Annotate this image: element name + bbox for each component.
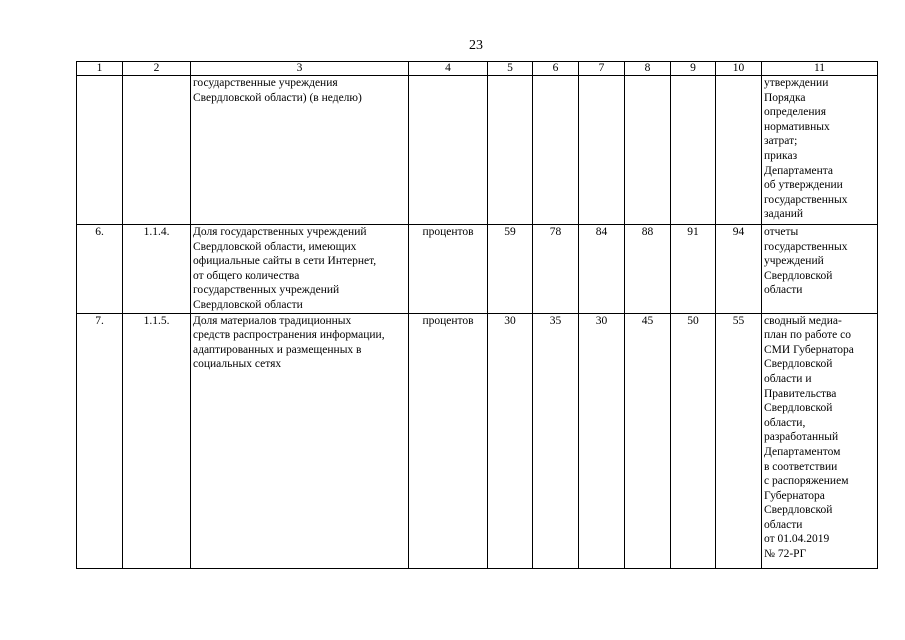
value-cell-v10: 55: [716, 313, 762, 568]
source-cell-line: от 01.04.2019: [764, 533, 830, 546]
value-cell-v7: [579, 76, 625, 225]
source-cell: [762, 76, 878, 225]
indicator-code-cell: [123, 76, 191, 225]
value-cell-v8: [625, 76, 671, 225]
source-cell-line: отчеты: [764, 226, 799, 238]
source-cell-line: в соответствии: [764, 460, 838, 473]
source-cell-line: СМИ Губернатора: [764, 343, 854, 356]
column-header-9: 9: [671, 62, 716, 76]
value-cell-v5: 30: [488, 313, 533, 568]
source-cell-line: нормативных: [764, 120, 830, 133]
table-header-row: [77, 62, 878, 76]
indicator-name-cell: [191, 225, 409, 314]
indicator-name-cell-line: Свердловской области, имеющих: [193, 240, 357, 253]
column-header-4: 4: [409, 62, 488, 76]
column-header-6: 6: [533, 62, 579, 76]
value-cell-v9: 50: [671, 313, 716, 568]
indicator-name-cell-line: государственных учреждений: [193, 284, 340, 297]
source-cell-line: № 72-РГ: [764, 548, 807, 561]
value-cell-v8: 88: [625, 225, 671, 314]
column-header-11: 11: [762, 62, 878, 76]
value-cell-v5: [488, 76, 533, 225]
indicator-code-cell: 1.1.4.: [123, 225, 191, 314]
value-cell-v7: 84: [579, 225, 625, 314]
source-cell-line: заданий: [764, 208, 804, 221]
value-cell-v10: [716, 76, 762, 225]
source-cell-line: разработанный: [764, 431, 839, 444]
source-cell-line: приказ: [764, 149, 798, 162]
indicator-code-cell: 1.1.5.: [123, 313, 191, 568]
indicator-name-cell-line: адаптированных и размещенных в: [193, 343, 362, 356]
source-cell-line: Департамента: [764, 164, 834, 177]
source-cell-line: Порядка: [764, 91, 806, 104]
source-cell-line: государственных: [764, 193, 848, 206]
source-cell-line: план по работе со: [764, 329, 851, 342]
indicator-name-cell-line: Свердловской области: [193, 298, 303, 311]
indicator-name-cell: [191, 76, 409, 225]
unit-cell: процентов: [409, 313, 488, 568]
indicator-name-cell: [191, 313, 409, 568]
row-number-cell: 7.: [77, 313, 123, 568]
source-cell-line: определения: [764, 106, 827, 119]
indicator-name-cell-line: средств распространения информации,: [193, 329, 385, 342]
source-cell-line: области и: [764, 372, 812, 385]
column-header-2: 2: [123, 62, 191, 76]
source-cell-line: учреждений: [764, 255, 824, 268]
source-cell-line: Свердловской: [764, 402, 833, 415]
table-row: [77, 225, 878, 314]
column-header-8: 8: [625, 62, 671, 76]
value-cell-v6: [533, 76, 579, 225]
indicator-name-cell-line: государственные учреждения: [193, 77, 338, 89]
source-cell-line: Свердловской: [764, 358, 833, 371]
indicator-name-cell-line: Доля государственных учреждений: [193, 226, 367, 238]
unit-cell: [409, 76, 488, 225]
source-cell-line: утверждении: [764, 77, 829, 89]
source-cell-line: затрат;: [764, 135, 798, 148]
source-cell-line: Правительства: [764, 387, 837, 400]
value-cell-v8: 45: [625, 313, 671, 568]
source-cell-line: Свердловской: [764, 504, 833, 517]
page-number: 23: [469, 38, 483, 53]
source-cell-line: Свердловской: [764, 269, 833, 282]
indicator-name-cell-line: официальные сайты в сети Интернет,: [193, 255, 377, 268]
source-cell-line: области,: [764, 416, 806, 429]
column-header-1: 1: [77, 62, 123, 76]
row-number-cell: [77, 76, 123, 225]
source-cell-line: с распоряжением: [764, 475, 849, 488]
row-number-cell: 6.: [77, 225, 123, 314]
table-row: [77, 76, 878, 225]
value-cell-v6: 78: [533, 225, 579, 314]
column-header-10: 10: [716, 62, 762, 76]
indicator-name-cell-line: от общего количества: [193, 269, 300, 282]
source-cell-line: государственных: [764, 240, 848, 253]
indicators-table: [76, 61, 878, 569]
column-header-5: 5: [488, 62, 533, 76]
indicator-name-cell-line: Свердловской области) (в неделю): [193, 91, 362, 104]
value-cell-v5: 59: [488, 225, 533, 314]
column-header-3: 3: [191, 62, 409, 76]
value-cell-v6: 35: [533, 313, 579, 568]
source-cell: [762, 225, 878, 314]
value-cell-v7: 30: [579, 313, 625, 568]
source-cell-line: Губернатора: [764, 489, 825, 502]
value-cell-v9: 91: [671, 225, 716, 314]
column-header-7: 7: [579, 62, 625, 76]
source-cell-line: области: [764, 518, 803, 531]
source-cell-line: сводный медиа-: [764, 314, 842, 327]
source-cell: [762, 313, 878, 568]
indicator-name-cell-line: Доля материалов традиционных: [193, 314, 352, 327]
table-row: [77, 313, 878, 568]
source-cell-line: области: [764, 284, 803, 297]
source-cell-line: Департаментом: [764, 445, 841, 458]
source-cell-line: об утверждении: [764, 179, 843, 192]
value-cell-v10: 94: [716, 225, 762, 314]
indicator-name-cell-line: социальных сетях: [193, 358, 282, 371]
unit-cell: процентов: [409, 225, 488, 314]
value-cell-v9: [671, 76, 716, 225]
